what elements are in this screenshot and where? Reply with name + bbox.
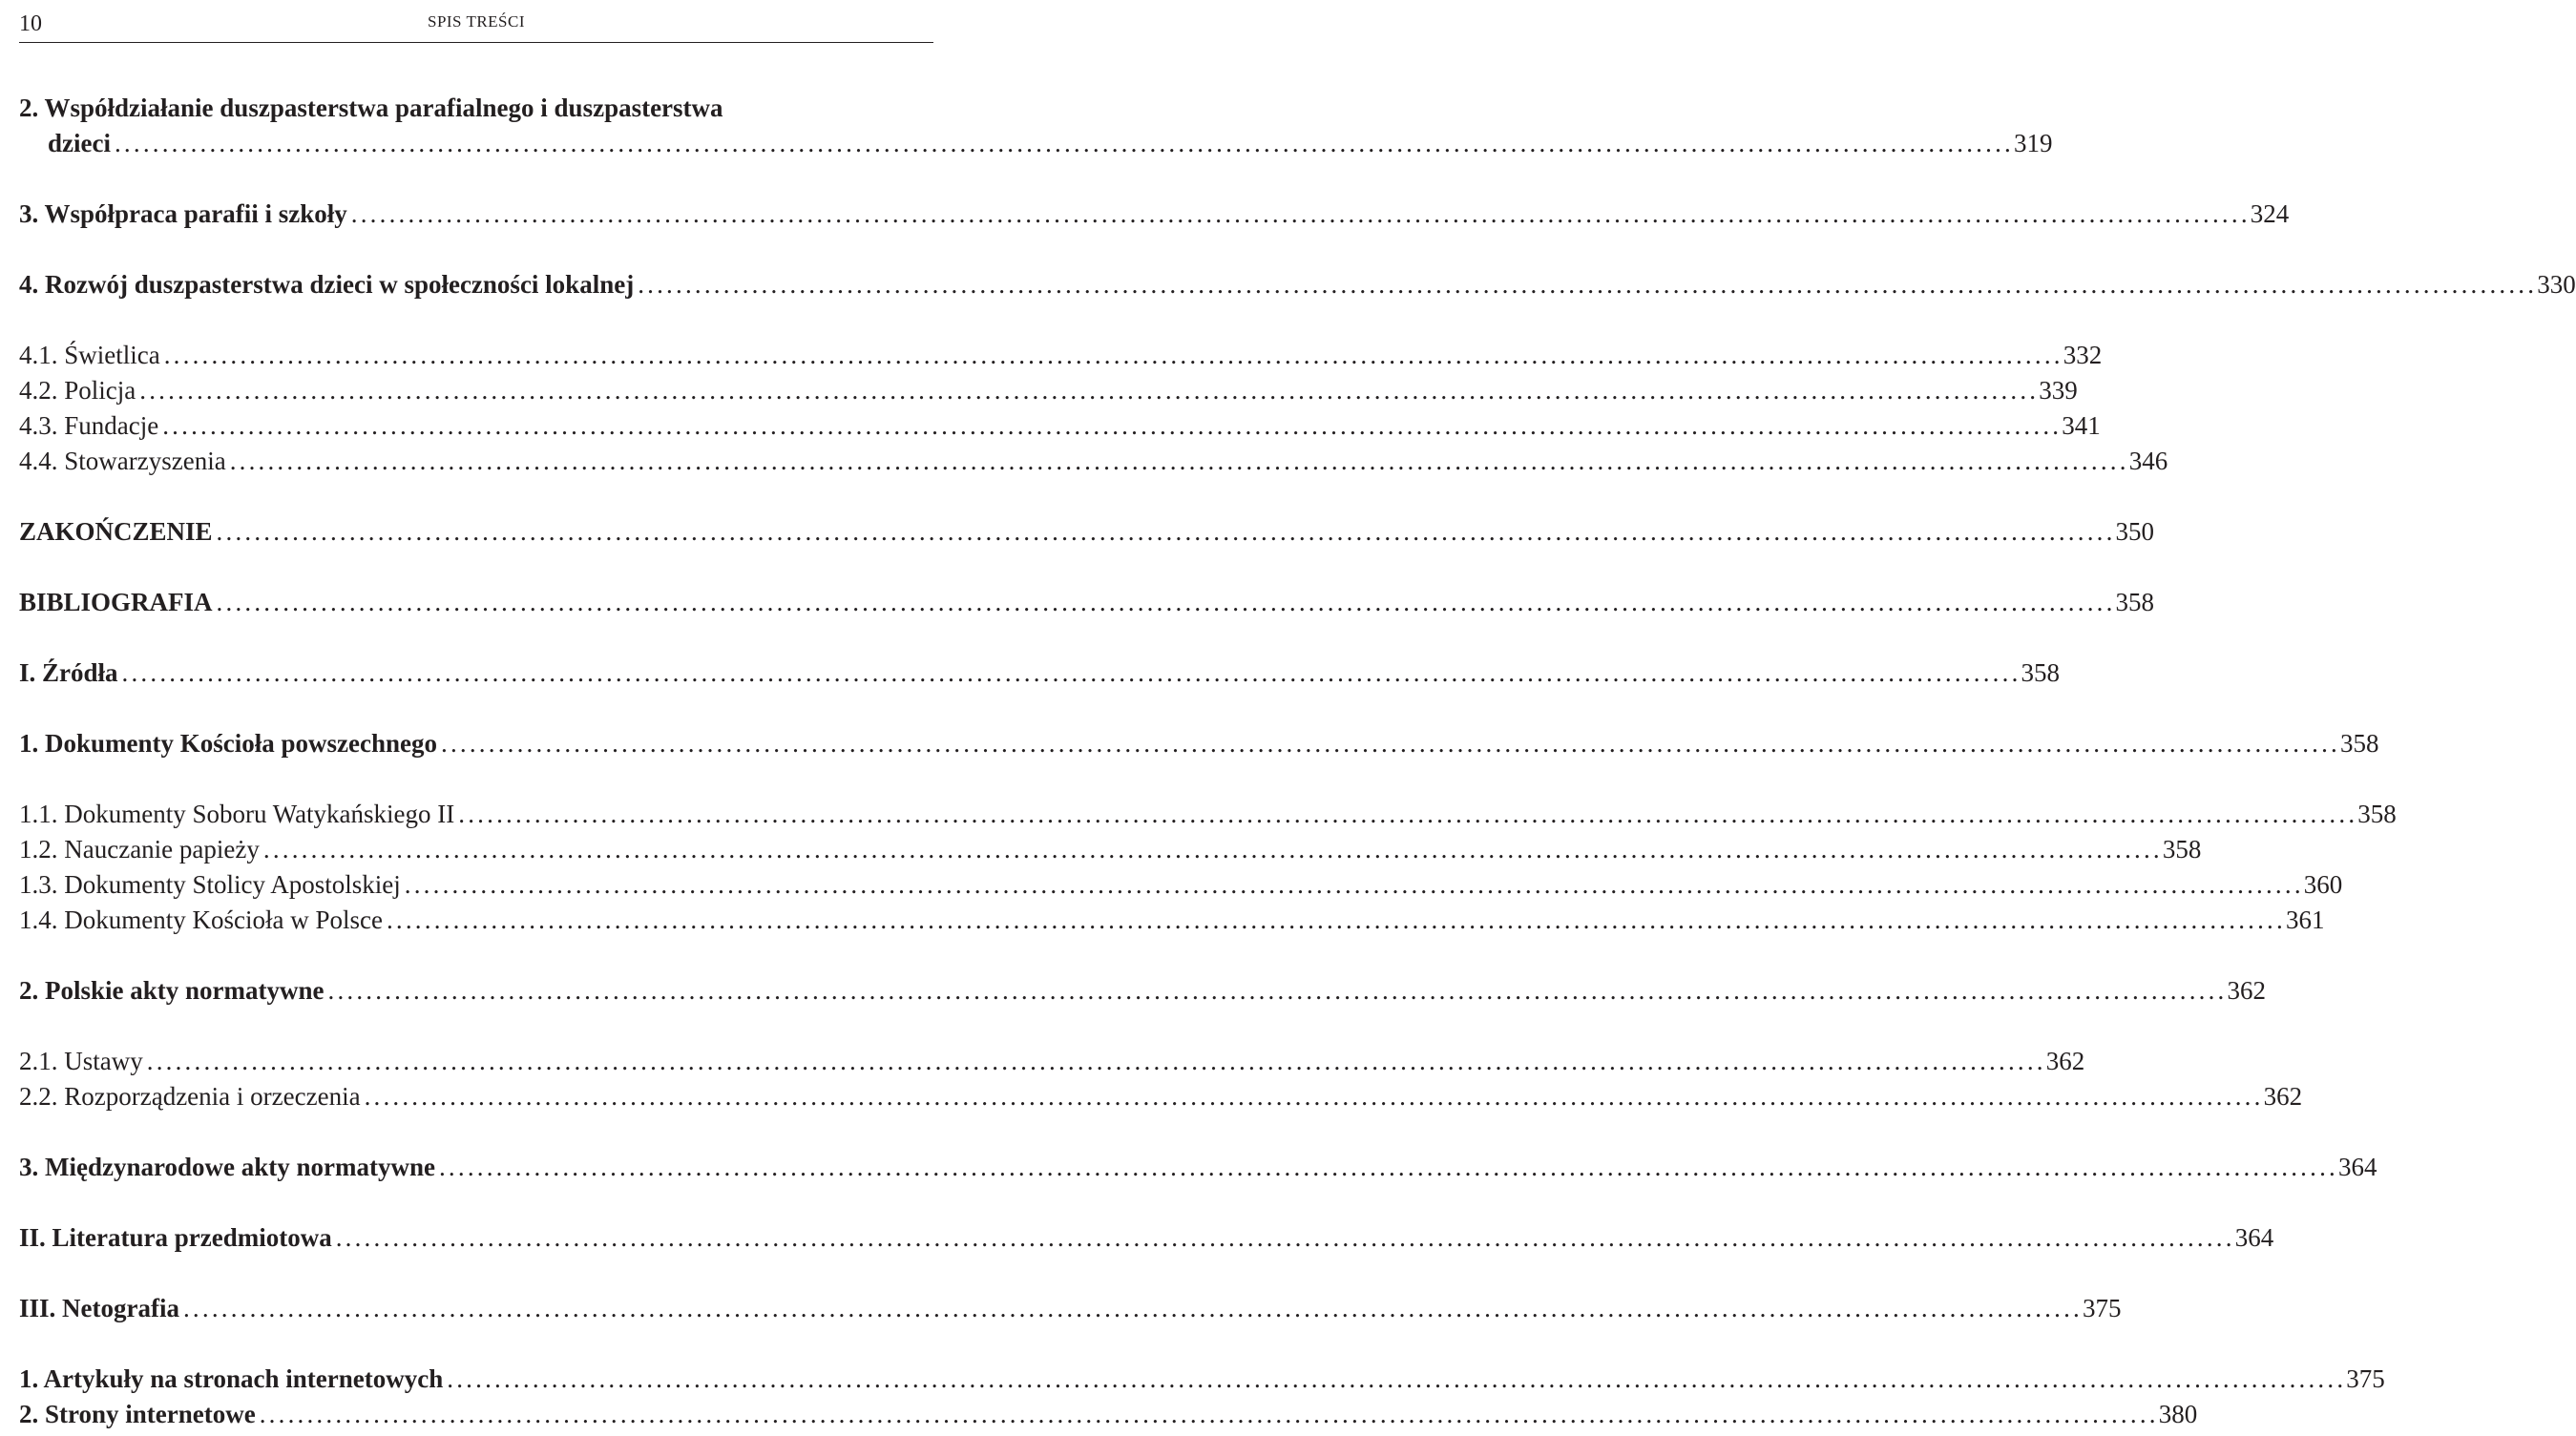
toc-entry: [19, 267, 2576, 302]
dot-leader: ........................................................................................................................................................................................................: [182, 1294, 2083, 1322]
dot-leader: ........................................................................................................................................................................................................: [146, 1047, 2046, 1075]
toc-entry: [19, 973, 2266, 1009]
toc-entry-title-line1: 2. Współdziałanie duszpasterstwa parafialnego i duszpasterstwa: [19, 94, 723, 122]
toc-entry-page: 360: [2303, 870, 2343, 899]
toc-entry: [19, 91, 2053, 161]
toc-entry: [19, 797, 2397, 832]
toc-entry-title: 1.1. Dokumenty Soboru Watykańskiego II: [19, 800, 455, 828]
toc-entry-title: 1. Artykuły na stronach internetowych: [19, 1364, 444, 1393]
toc-entry-title: ZAKOŃCZENIE: [19, 517, 213, 546]
toc-entry-page: 358: [2357, 800, 2397, 828]
dot-leader: ........................................................................................................................................................................................................: [404, 870, 2304, 899]
toc-entry: [19, 903, 2325, 938]
toc-entry-page: 364: [2234, 1223, 2274, 1252]
toc-entry-title: 4. Rozwój duszpasterstwa dzieci w społeczności lokalnej: [19, 270, 635, 299]
toc-entry: [19, 514, 2155, 550]
dot-leader: ........................................................................................................................................................................................................: [638, 270, 2538, 299]
toc-entry: [19, 1362, 2385, 1397]
toc-entry-page: 346: [2128, 447, 2168, 475]
toc-entry-page: 375: [2346, 1364, 2385, 1393]
dot-leader: ........................................................................................................................................................................................................: [364, 1082, 2264, 1111]
dot-leader: ........................................................................................................................................................................................................: [386, 905, 2286, 934]
toc-entry-page: 375: [2082, 1294, 2122, 1322]
dot-leader: ........................................................................................................................................................................................................: [441, 729, 2340, 758]
dot-leader: ........................................................................................................................................................................................................: [216, 517, 2116, 546]
toc-entry: [19, 726, 2379, 761]
toc-entry-page: 332: [2063, 341, 2103, 369]
toc-entry-title: 1.2. Nauczanie papieży: [19, 835, 260, 864]
toc-entry-page: 339: [2039, 376, 2078, 405]
dot-leader: ........................................................................................................................................................................................................: [121, 658, 2021, 687]
toc-entry-page: 319: [2013, 129, 2053, 157]
dot-leader: ........................................................................................................................................................................................................: [139, 376, 2040, 405]
dot-leader: ........................................................................................................................................................................................................: [162, 411, 2063, 440]
toc-entry: [19, 585, 2155, 620]
dot-leader: ........................................................................................................................................................................................................: [447, 1364, 2347, 1393]
toc-entry-title: 4.4. Stowarzyszenia: [19, 447, 226, 475]
toc-entry-page: 350: [2115, 517, 2155, 546]
toc-entry: [19, 1044, 2085, 1079]
toc-page: [19, 0, 2576, 1436]
dot-leader: ........................................................................................................................................................................................................: [216, 588, 2116, 616]
toc-entry-page: 380: [2158, 1400, 2198, 1428]
dot-leader: ........................................................................................................................................................................................................: [163, 341, 2063, 369]
toc-entry-page: 361: [2285, 905, 2325, 934]
toc-entry-title: 2.2. Rozporządzenia i orzeczenia: [19, 1082, 361, 1111]
toc-entry: [19, 408, 2101, 444]
dot-leader: ........................................................................................................................................................................................................: [458, 800, 2358, 828]
toc-entry-title: 2.1. Ustawy: [19, 1047, 143, 1075]
toc-entry: [19, 1079, 2303, 1114]
running-head: [19, 8, 933, 43]
toc-entry-title: 3. Współpraca parafii i szkoły: [19, 199, 347, 228]
toc-entry-page: 358: [2340, 729, 2379, 758]
toc-entry-title: 3. Międzynarodowe akty normatywne: [19, 1153, 435, 1181]
toc-entry-page: 341: [2062, 411, 2101, 440]
toc-entry: [19, 1291, 2122, 1326]
dot-leader: ........................................................................................................................................................................................................: [335, 1223, 2235, 1252]
running-head-title: SPIS TREŚCI: [427, 12, 526, 31]
toc-entry-title: II. Literatura przedmiotowa: [19, 1223, 332, 1252]
toc-entry: [19, 1220, 2274, 1256]
toc-entry-title: 2. Polskie akty normatywne: [19, 976, 325, 1005]
toc-entry-page: 362: [2227, 976, 2266, 1005]
dot-leader: ........................................................................................................................................................................................................: [438, 1153, 2338, 1181]
toc-entry: [19, 373, 2078, 408]
toc-entry-title: 1.4. Dokumenty Kościoła w Polsce: [19, 905, 383, 934]
dot-leader: ........................................................................................................................................................................................................: [229, 447, 2129, 475]
toc-entry-title: dzieci: [48, 129, 111, 157]
toc-entry-title: 1. Dokumenty Kościoła powszechnego: [19, 729, 437, 758]
toc-entry-title: 4.1. Świetlica: [19, 341, 160, 369]
toc-entry: [19, 1397, 2198, 1432]
toc-entry-title: 1.3. Dokumenty Stolicy Apostolskiej: [19, 870, 401, 899]
dot-leader: ........................................................................................................................................................................................................: [327, 976, 2228, 1005]
dot-leader: ........................................................................................................................................................................................................: [259, 1400, 2159, 1428]
toc-entry-page: 358: [2021, 658, 2061, 687]
toc-entry-page: 362: [2045, 1047, 2085, 1075]
toc-entry: [19, 867, 2343, 903]
toc-entry-page: 324: [2250, 199, 2290, 228]
dot-leader: ........................................................................................................................................................................................................: [114, 129, 2014, 157]
toc-entry-page: 362: [2263, 1082, 2303, 1111]
toc-entry-title: 2. Strony internetowe: [19, 1400, 256, 1428]
toc-entry-title: III. Netografia: [19, 1294, 179, 1322]
toc-entry: [19, 444, 2168, 479]
toc-entry: [19, 832, 2202, 867]
toc-entry-page: 364: [2337, 1153, 2377, 1181]
toc-entry: [19, 338, 2103, 373]
toc-entry-page: 330: [2537, 270, 2576, 299]
toc-entry-title: I. Źródła: [19, 658, 118, 687]
toc-entry-title: BIBLIOGRAFIA: [19, 588, 213, 616]
toc-entry-page: 358: [2162, 835, 2202, 864]
dot-leader: ........................................................................................................................................................................................................: [350, 199, 2251, 228]
toc-entry: [19, 197, 2290, 232]
toc-entry-title: 4.3. Fundacje: [19, 411, 159, 440]
toc-entry-page: 358: [2115, 588, 2155, 616]
toc-entry: [19, 656, 2061, 691]
toc-entry: [19, 1150, 2377, 1185]
page-number: 10: [19, 11, 42, 36]
dot-leader: ........................................................................................................................................................................................................: [262, 835, 2163, 864]
toc-entry-title: 4.2. Policja: [19, 376, 136, 405]
